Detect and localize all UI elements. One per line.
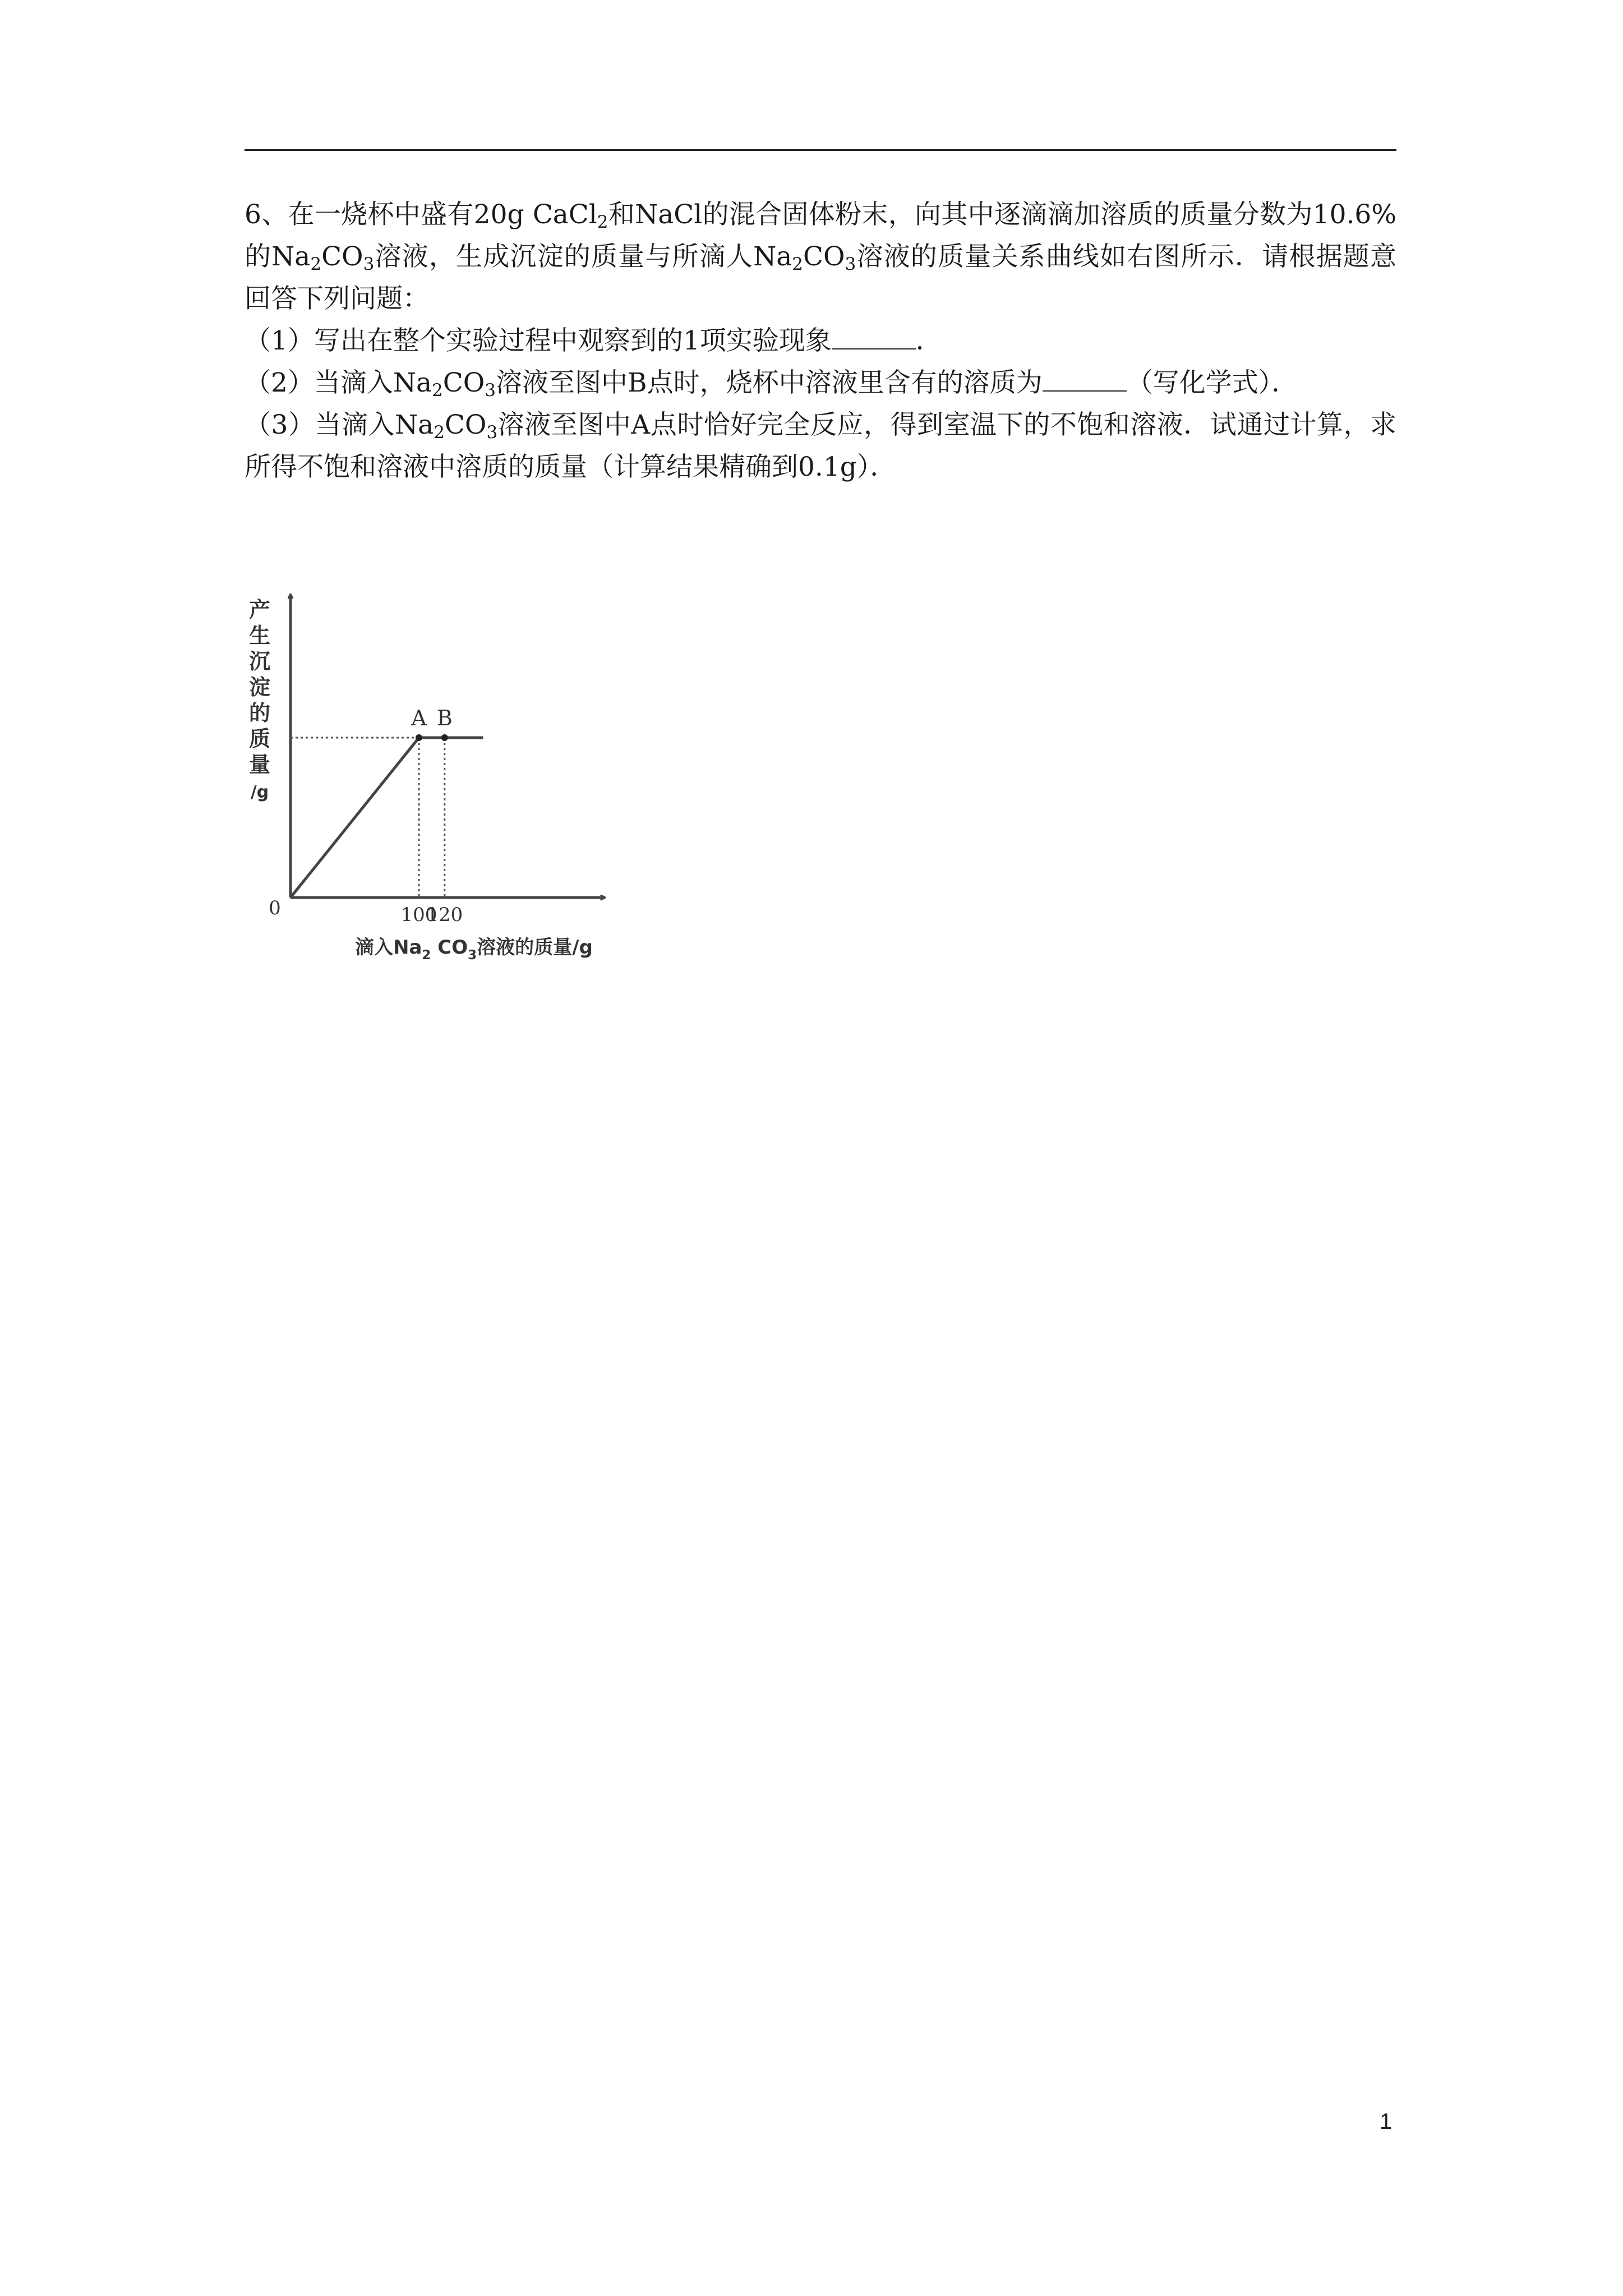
y-axis-label-char: 质 <box>248 726 271 751</box>
question-6 <box>245 194 1396 488</box>
y-axis-label-char: /g <box>250 783 269 802</box>
precipitate-series-line <box>291 738 483 898</box>
answer-blank-1[interactable] <box>832 326 916 349</box>
question-part-3: （3）当滴入$Na_2CO_3$溶液至图中A点时恰好完全反应，得到室温下的不饱和溶液．试通过计算，求所得不饱和溶液中溶质的质量（计算结果精确到0.1g）． <box>245 409 1396 482</box>
page-number: 1 <box>1380 2109 1393 2134</box>
y-axis-label-char: 淀 <box>248 675 271 700</box>
y-axis-label-char: 量 <box>248 752 271 777</box>
x-tick-label-120: 120 <box>426 904 463 926</box>
point-label-B: B <box>436 706 453 730</box>
y-axis-label-char: 产 <box>248 597 271 622</box>
precipitate-chart-svg <box>234 583 672 976</box>
question-part-2: （2）当滴入$Na_2CO_3$溶液至图中B点时，烧杯中溶液里含有的溶质为 （写化学式）． <box>245 367 1298 401</box>
x-axis-label: 滴入$Na_2$ $CO_3$溶液的质量/g <box>355 936 593 963</box>
x-tick-labels <box>401 904 463 926</box>
answer-blank-2[interactable] <box>1043 368 1127 392</box>
header-rule <box>245 149 1396 151</box>
y-axis-label-char: 沉 <box>248 649 271 674</box>
origin-label: 0 <box>269 897 281 919</box>
guide-lines <box>291 738 445 898</box>
y-axis-label-char: 的 <box>248 701 271 725</box>
question-intro: 6、在一烧杯中盛有20g CaCl$_2$和NaCl的混合固体粉末，向其中逐滴滴加溶质的质量分数为10.6%的$Na_2CO_3$溶液，生成沉淀的质量与所滴人$Na_2CO_3$溶液的质量关系曲线如右图所示．请根据题意回答下列问题： <box>245 199 1396 314</box>
precipitate-chart <box>234 583 672 976</box>
point-label-A: A <box>411 706 427 730</box>
y-axis-label <box>249 597 270 802</box>
y-axis-label-char: 生 <box>248 623 271 648</box>
point-B <box>441 734 448 741</box>
x-tick-label-100: 100 <box>400 904 437 926</box>
point-markers <box>411 706 452 741</box>
point-A <box>416 734 422 741</box>
question-part-1: （1）写出在整个实验过程中观察到的1项实验现象 ． <box>245 325 942 356</box>
